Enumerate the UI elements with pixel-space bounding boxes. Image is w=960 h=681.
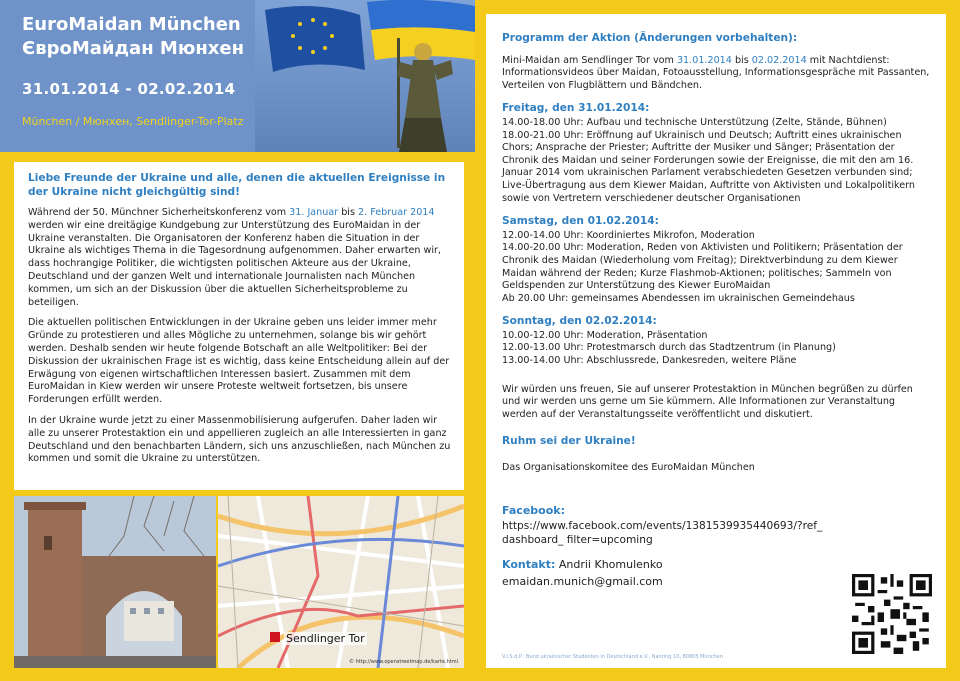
event-dates: 31.01.2014 - 02.02.2014 [22, 80, 236, 98]
slogan: Ruhm sei der Ukraine! [502, 435, 636, 448]
friday-heading: Freitag, den 31.01.2014: [502, 102, 650, 115]
header-banner [0, 0, 475, 152]
location-map [218, 496, 464, 668]
sendlinger-tor-photo [14, 496, 216, 668]
contact-line [502, 559, 932, 572]
event-location: München / Мюнхен, Sendlinger-Tor-Platz [22, 115, 244, 128]
sunday-heading: Sonntag, den 02.02.2014: [502, 315, 657, 328]
intro-paragraph-3: In der Ukraine wurde jetzt zu einer Massenmobilisierung aufgerufen. Daher laden wir alle zu unserer Protestaktion ein und appellieren zugleich an alle Interessierten in ganz Deutschland und den benachbarten Ländern, sich uns anzuschließen, nach München zu kommen und somit die Ukraine zu unterstützen. [28, 414, 451, 465]
program-heading: Programm der Aktion (Änderungen vorbehalten): [502, 32, 798, 44]
intro-heading: Liebe Freunde der Ukraine und alle, denen die aktuellen Ereignisse in der Ukraine nicht gleichgültig sind! [28, 172, 446, 198]
contact-name: Andrii Khomulenko [555, 558, 663, 572]
map-credit: © http://www.openstreetmap.de/karte.html [349, 659, 458, 665]
sunday-item-1: 10.00-12.00 Uhr: Moderation, Präsentation [502, 329, 708, 341]
friday-item-2: 18.00-21.00 Uhr: Eröffnung auf Ukrainisch und Deutsch; Auftritt eines ukrainischen Chors; Ansprache der Priester; Auftritte der Musiker und Sänger; Präsentation der Chronik des Maidan und seiner Forderungen sowie der Ereignisse, die mit den am 16. Januar 2014 vom ukrainischen Parlament verabschiedeten Gesetzen verbunden sind; Live-Übertragung aus dem Kiewer Maidan, Auftritte von Aktivisten und Lokalpolitikern sowie von Vertretern verschiedener deutscher Organisationen [502, 129, 915, 204]
intro-date-end: 02.02.2014 [751, 54, 807, 66]
map-marker [270, 632, 280, 642]
p1-text-a: Während der 50. Münchner Sicherheitskonferenz vom [28, 207, 290, 218]
intro-panel [14, 162, 464, 490]
facebook-label: Facebook: [502, 503, 565, 517]
program-panel [486, 14, 946, 668]
intro-text-c: mit Nachtdienst: Informationsvideos über Maidan, Fotoausstellung, Informationsgespräche mit Passanten, Verteilen von Flugblättern und Bändchen. [502, 54, 930, 91]
intro-text-a: Mini-Maidan am Sendlinger Tor vom [502, 54, 677, 66]
qr-code-icon[interactable] [852, 574, 932, 654]
p1-date-start: 31. Januar [289, 207, 339, 218]
p1-text-b: bis [338, 207, 358, 218]
closing-paragraph: Wir würden uns freuen, Sie auf unserer Protestaktion in München begrüßen zu dürfen und wir werden uns gerne um Sie kümmern. Alle Informationen zur Veranstaltung werden auf der Veranstaltungsseite veröffentlicht und diskutiert. [502, 383, 913, 420]
p1-text-c: werden wir eine dreitägige Kundgebung zur Unterstützung des EuroMaidan in der Ukraine veranstalten. Die Organisatoren der Konferenz haben die Situation in der Ukraine als wichtiges Thema in die Tagesordnung aufgenommen. Daher erwarten wir, dass hochrangige Politiker, die wichtigsten politischen Akteure aus der Ukraine, Deutschland und der ganzen Welt und internationale Journalisten nach München kommen, um sich an der Diskussion über die aktuellen Sicherheitsprobleme zu beteiligen. [28, 219, 442, 308]
p1-date-end: 2. Februar 2014 [358, 207, 435, 218]
saturday-item-3: Ab 20.00 Uhr: gemeinsames Abendessen im ukrainischen Gemeindehaus [502, 292, 855, 304]
statue-flags-photo [255, 0, 475, 152]
saturday-item-1: 12.00-14.00 Uhr: Koordiniertes Mikrofon, Moderation [502, 229, 755, 241]
map-location-label: Sendlinger Tor [286, 632, 365, 645]
title-german: EuroMaidan München [22, 14, 241, 35]
saturday-heading: Samstag, den 01.02.2014: [502, 215, 659, 228]
title-ukrainian: ЄвроМайдан Мюнхен [22, 38, 245, 59]
gate-photo-image [14, 496, 216, 668]
sunday-item-3: 13.00-14.00 Uhr: Abschlussrede, Dankesreden, weitere Pläne [502, 355, 797, 367]
saturday-item-2: 14.00-20.00 Uhr: Moderation, Reden von Aktivisten und Politikern; Präsentation der Chronik des Maidan (Wiederholung vom Freitag); Direktverbindung zu dem Kiewer Maidan während der Reden; Kurze Flashmob-Aktionen; politisches; Sammeln von Geldspenden zur Unterstützung des Kiewer EuroMaidan [502, 242, 903, 292]
facebook-link[interactable]: https://www.facebook.com/events/1381539935440693/?ref_ dashboard_ filter=upcoming [502, 520, 823, 547]
contact-email-link[interactable]: emaidan.munich@gmail.com [502, 574, 663, 588]
intro-paragraph-1 [28, 207, 454, 309]
program-intro [502, 55, 932, 93]
signature: Das Organisationskomitee des EuroMaidan München [502, 462, 755, 474]
contact-label: Kontakt: [502, 558, 556, 572]
intro-paragraph-2: Die aktuellen politischen Entwicklungen in der Ukraine geben uns leider immer mehr Gründe zu protestieren und alles Mögliche zu unternehmen, solange bis wir gehört werden. Deshalb senden wir heute folgende Botschaft an alle Weltpolitiker: Bei der Diskussion der ukrainischen Frage ist es wichtig, dass keine Entscheidung allein auf der Erwägung von eigenen wirtschaftlichen Interessen basiert. Zusammen mit dem EuroMaidan in Kiew werden wir unsere Proteste weltweit fortsetzen, bis unsere Forderungen erfüllt werden. [28, 317, 450, 406]
header-photo [255, 0, 475, 152]
intro-date-start: 31.01.2014 [676, 54, 732, 66]
imprint-footnote: V.i.S.d.P.: Bund ukrainischer Studenten in Deutschland e.V., Nanring 10, 80805 München [502, 654, 723, 660]
friday-item-1: 14.00-18.00 Uhr: Aufbau und technische Unterstützung (Zelte, Stände, Bühnen) [502, 116, 887, 128]
sunday-item-2: 12.00-13.00 Uhr: Protestmarsch durch das Stadtzentrum (in Planung) [502, 342, 836, 354]
intro-text-b: bis [731, 54, 752, 66]
